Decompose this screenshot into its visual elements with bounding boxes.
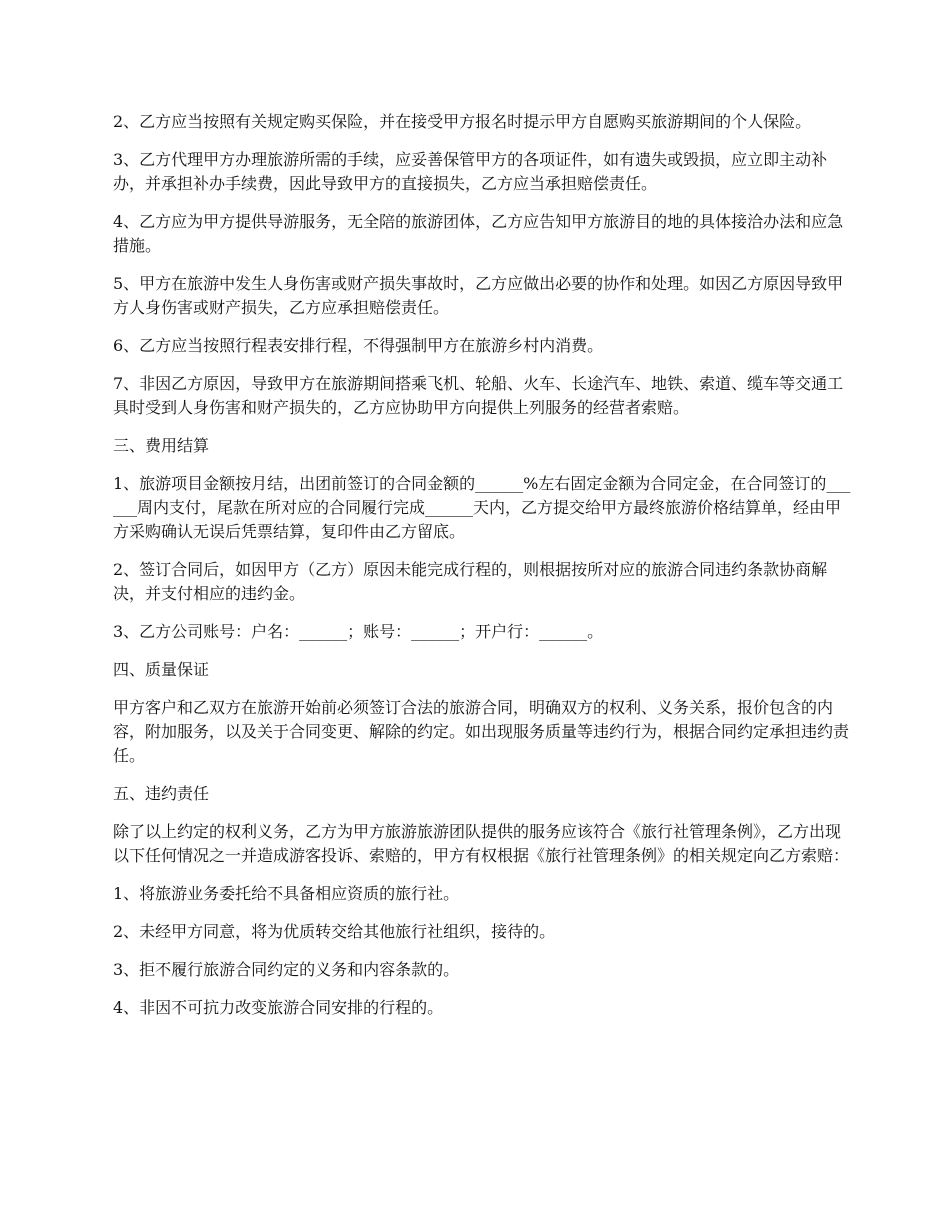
paragraph-liability-item-2: 2、未经甲方同意，将为优质转交给其他旅行社组织，接待的。 (113, 922, 556, 941)
paragraph-liability-item-4: 4、非因不可抗力改变旅游合同安排的行程的。 (113, 998, 444, 1017)
paragraph-guide-service: 4、乙方应为甲方提供导游服务，无全陪的旅游团体，乙方应告知甲方旅游目的地的具体接洽办法和应急措施。 (113, 212, 844, 255)
document-page (113, 110, 853, 1034)
paragraph-liability-intro: 除了以上约定的权利义务，乙方为甲方旅游旅游团队提供的服务应该符合《旅行社管理条例》，乙方出现以下任何情况之一并造成游客投诉、索赔的，甲方有权根据《旅行社管理条例》的相关规定向乙方索赔： (113, 822, 850, 865)
paragraph-payment: 1、旅游项目金额按月结，出团前签订的合同金额的______%左右固定金额为合同定金，在合同签订的______周内支付，尾款在所对应的合同履行完成______天内，乙方提交给甲方最终旅游价格结算单，经由甲方采购确认无误后凭票结算，复印件由乙方留底。 (113, 474, 851, 541)
paragraph-breach-settlement: 2、签订合同后，如因甲方（乙方）原因未能完成行程的，则根据按所对应的旅游合同违约条款协商解决，并支付相应的违约金。 (113, 560, 828, 603)
paragraph-itinerary: 6、乙方应当按照行程表安排行程，不得强制甲方在旅游乡村内消费。 (113, 336, 604, 355)
paragraph-accident: 5、甲方在旅游中发生人身伤害或财产损失事故时，乙方应做出必要的协作和处理。如因乙方原因导致甲方人身伤害或财产损失，乙方应承担赔偿责任。 (113, 274, 844, 317)
section-heading-settlement: 三、费用结算 (113, 436, 210, 455)
paragraph-bank-account: 3、乙方公司账号：户名：______；账号：______；开户行：______。 (113, 622, 604, 641)
paragraph-liability-item-1: 1、将旅游业务委托给不具备相应资质的旅行社。 (113, 884, 460, 903)
paragraph-documents: 3、乙方代理甲方办理旅游所需的手续，应妥善保管甲方的各项证件，如有遗失或毁损，应立即主动补办，并承担补办手续费，因此导致甲方的直接损失，乙方应当承担赔偿责任。 (113, 150, 828, 193)
paragraph-quality: 甲方客户和乙双方在旅游开始前必须签订合法的旅游合同，明确双方的权利、义务关系，报价包含的内容，附加服务，以及关于合同变更、解除的约定。如出现服务质量等违约行为，根据合同约定承担违约责任。 (113, 698, 850, 765)
section-heading-quality: 四、质量保证 (113, 660, 210, 679)
paragraph-liability-item-3: 3、拒不履行旅游合同约定的义务和内容条款的。 (113, 960, 460, 979)
section-heading-liability: 五、违约责任 (113, 784, 210, 803)
paragraph-insurance: 2、乙方应当按照有关规定购买保险，并在接受甲方报名时提示甲方自愿购买旅游期间的个人保险。 (113, 112, 812, 131)
paragraph-transport: 7、非因乙方原因，导致甲方在旅游期间搭乘飞机、轮船、火车、长途汽车、地铁、索道、缆车等交通工具时受到人身伤害和财产损失的，乙方应协助甲方向提供上列服务的经营者索赔。 (113, 374, 844, 417)
